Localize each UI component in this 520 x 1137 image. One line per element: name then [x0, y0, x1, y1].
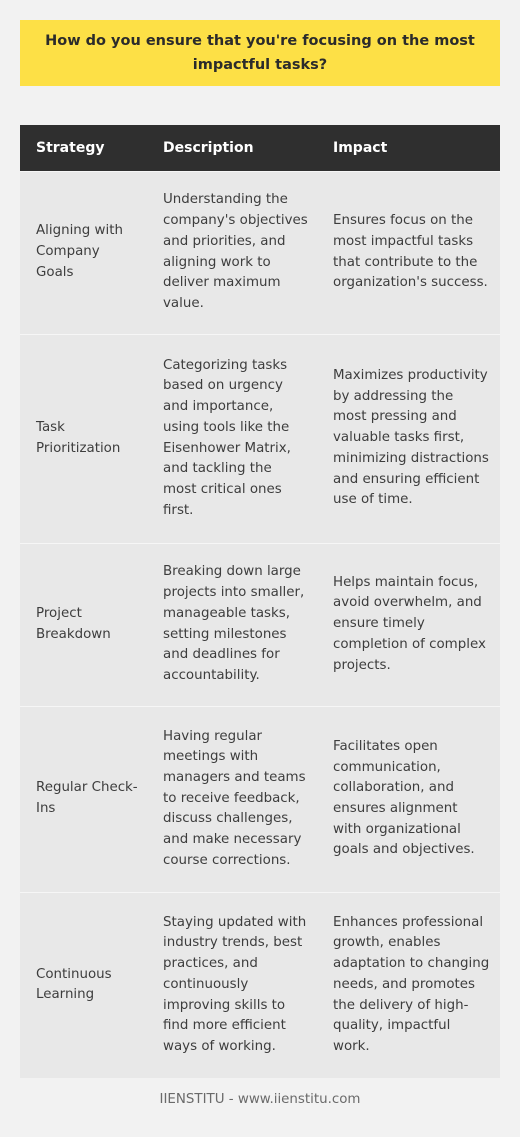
cell-strategy: Regular Check-Ins	[20, 706, 147, 892]
cell-impact: Enhances professional growth, enables adaptation to changing needs, and promotes the delivery of high-quality, impactful work.	[317, 892, 500, 1078]
cell-impact: Facilitates open communication, collaboration, and ensures alignment with organizational goals and objectives.	[317, 706, 500, 892]
cell-strategy: Continuous Learning	[20, 892, 147, 1078]
header-impact: Impact	[317, 125, 500, 171]
table-row	[20, 171, 500, 334]
footer-credit: IIENSTITU - www.iienstitu.com	[159, 1092, 361, 1107]
page-title: How do you ensure that you're focusing on the most impactful tasks?	[20, 20, 500, 86]
table-row	[20, 706, 500, 892]
header-strategy: Strategy	[20, 125, 147, 171]
cell-description: Understanding the company's objectives and priorities, and aligning work to deliver maximum value.	[147, 171, 317, 334]
table-header-row	[20, 125, 500, 171]
cell-impact: Maximizes productivity by addressing the most pressing and valuable tasks first, minimizing distractions and ensuring efficient use of time.	[317, 334, 500, 543]
table-row	[20, 892, 500, 1078]
cell-strategy: Task Prioritization	[20, 334, 147, 543]
cell-strategy: Aligning with Company Goals	[20, 171, 147, 334]
cell-description: Categorizing tasks based on urgency and importance, using tools like the Eisenhower Matrix, and tackling the most critical ones first.	[147, 334, 317, 543]
cell-description: Staying updated with industry trends, best practices, and continuously improving skills to find more efficient ways of working.	[147, 892, 317, 1078]
strategy-table	[20, 125, 500, 1078]
cell-description: Breaking down large projects into smaller, manageable tasks, setting milestones and deadlines for accountability.	[147, 543, 317, 706]
cell-impact: Helps maintain focus, avoid overwhelm, and ensure timely completion of complex projects.	[317, 543, 500, 706]
table-row	[20, 334, 500, 543]
cell-strategy: Project Breakdown	[20, 543, 147, 706]
cell-impact: Ensures focus on the most impactful tasks that contribute to the organization's success.	[317, 171, 500, 334]
header-description: Description	[147, 125, 317, 171]
cell-description: Having regular meetings with managers and teams to receive feedback, discuss challenges, and make necessary course corrections.	[147, 706, 317, 892]
table-row	[20, 543, 500, 706]
